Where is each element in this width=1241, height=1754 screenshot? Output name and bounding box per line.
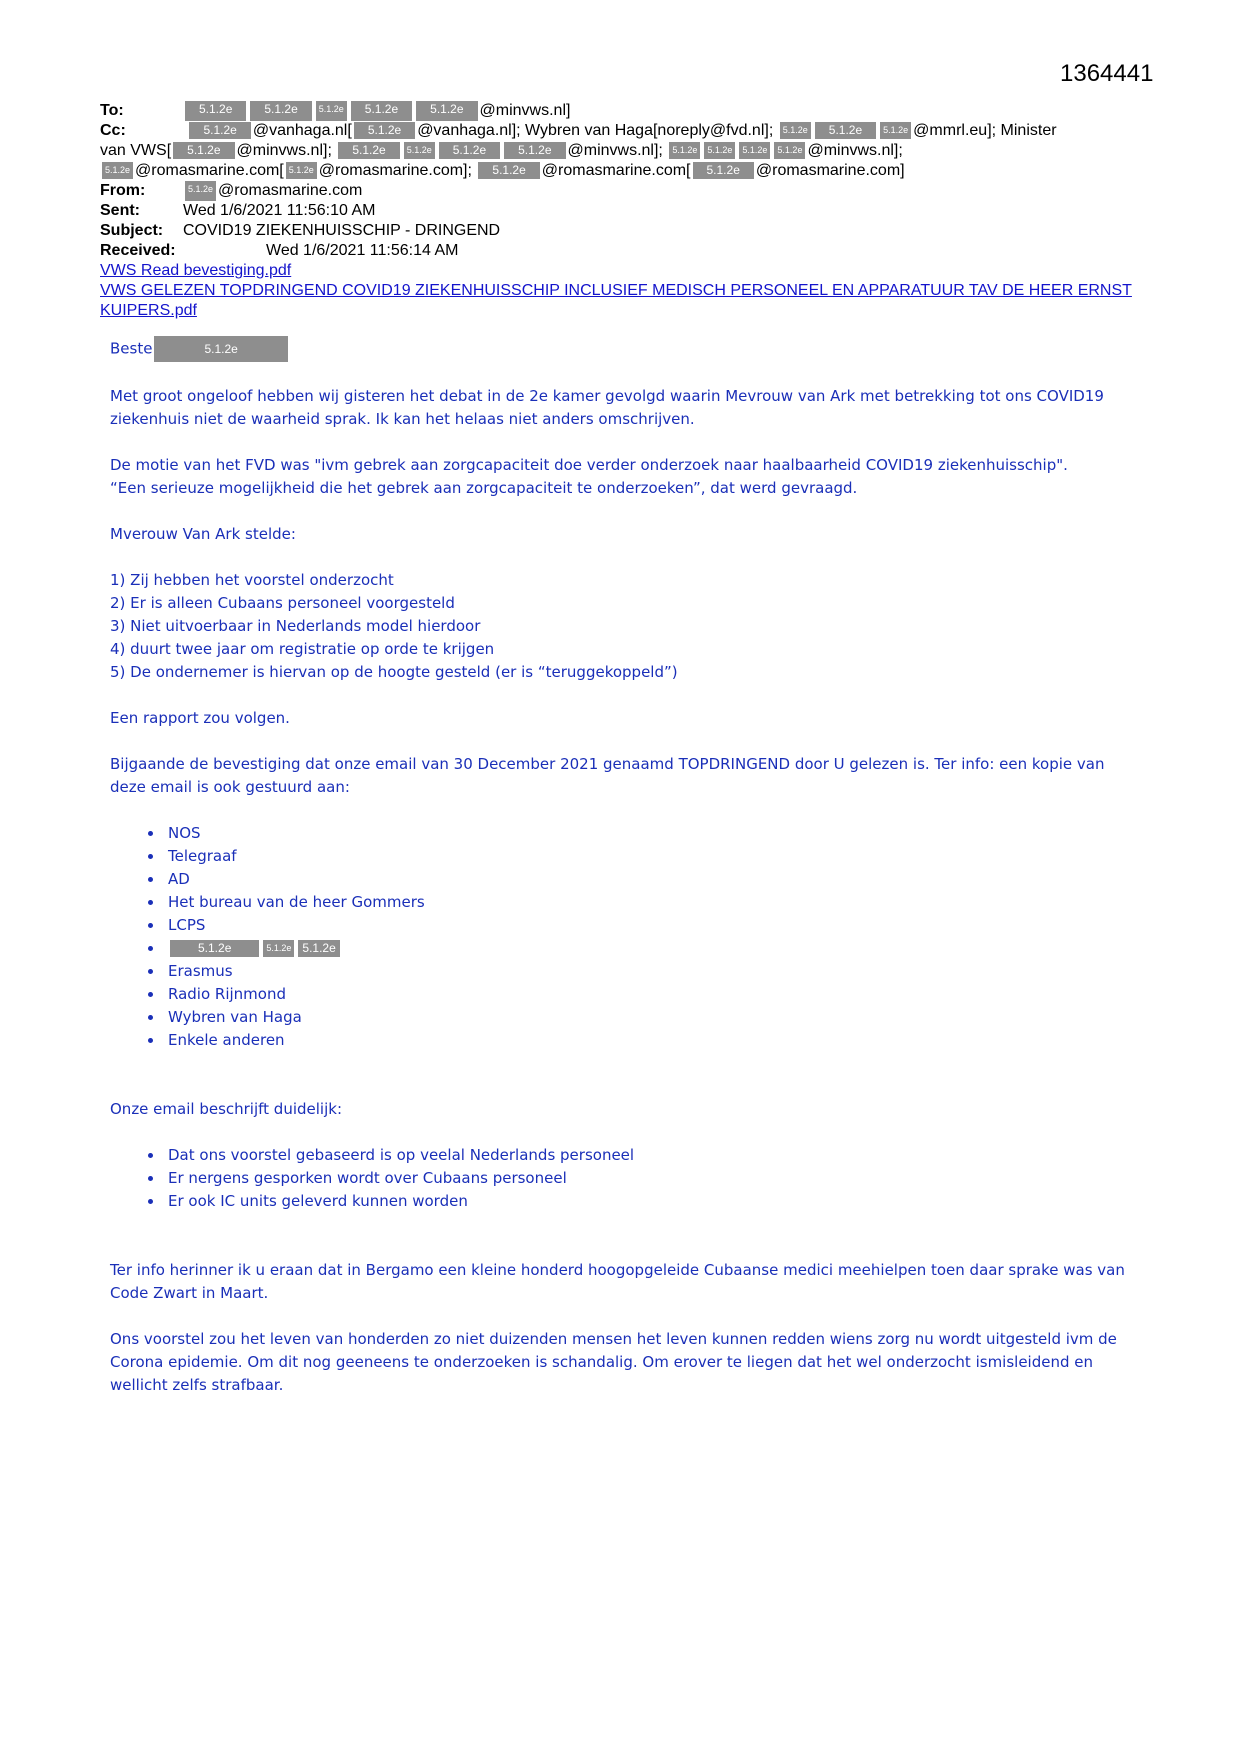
- redaction: 5.1.2e: [154, 336, 287, 362]
- list-item: 1) Zij hebben het voorstel onderzocht: [110, 571, 394, 589]
- cc-label: Cc:: [100, 122, 126, 139]
- to-label: To:: [100, 102, 124, 119]
- list-item: • Het bureau van de heer Gommers: [164, 891, 1130, 914]
- list-item: • Wybren van Haga: [164, 1006, 1130, 1029]
- cc-text: @romasmarine.com[: [135, 162, 284, 179]
- paragraph: Ons voorstel zou het leven van honderden zo niet duizenden mensen het leven kunnen redden wiens zorg nu wordt uitgesteld ivm de Corona epidemie. Om dit nog geeneens te onderzoeken is schandalig. Om erover te liegen dat het wel onderzocht ismisleidend en wellicht zelfs strafbaar.: [110, 1330, 1117, 1394]
- list-item: • Telegraaf: [164, 845, 1130, 868]
- paragraph: Een rapport zou volgen.: [110, 709, 290, 727]
- attachment-link[interactable]: VWS GELEZEN TOPDRINGEND COVID19 ZIEKENHUISSCHIP INCLUSIEF MEDISCH PERSONEEL EN APPARATUUR TAV DE HEER ERNST KUIPERS.pdf: [100, 282, 1132, 319]
- subject-row: [100, 221, 1140, 241]
- redaction: 5.1.2e: [173, 142, 234, 159]
- points-list: [110, 1144, 1130, 1213]
- sent-value: Wed 1/6/2021 11:56:10 AM: [183, 202, 376, 219]
- attachment-link[interactable]: VWS Read bevestiging.pdf: [100, 262, 292, 279]
- cc-text: @vanhaga.nl[: [252, 122, 352, 139]
- paragraph-line: De motie van het FVD was "ivm gebrek aan zorgcapaciteit doe verder onderzoek naar haalbaarheid COVID19 ziekenhuisschip".: [110, 456, 1068, 474]
- redaction: 5.1.2e: [404, 142, 435, 159]
- cc-text: @vanhaga.nl]; Wybren van Haga[noreply@fvd.nl];: [417, 122, 774, 139]
- list-item: 5) De ondernemer is hiervan op de hoogte gesteld (er is “teruggekoppeld”): [110, 663, 678, 681]
- redaction: 5.1.2e: [185, 181, 216, 201]
- paragraph: Met groot ongeloof hebben wij gisteren het debat in de 2e kamer gevolgd waarin Mevrouw van Ark met betrekking tot ons COVID19 ziekenhuis niet de waarheid sprak. Ik kan het helaas niet anders omschrijven.: [110, 387, 1104, 428]
- from-row: [100, 181, 1140, 201]
- recipients-list: [110, 822, 1130, 1052]
- sent-row: [100, 201, 1140, 221]
- list-item: • NOS: [164, 822, 1130, 845]
- email-header: [100, 101, 1140, 321]
- redaction: 5.1.2e: [774, 142, 805, 159]
- redaction: 5.1.2e: [739, 142, 770, 159]
- list-item: • Dat ons voorstel gebaseerd is op veelal Nederlands personeel: [164, 1144, 1130, 1167]
- from-label: From:: [100, 182, 146, 199]
- redaction: 5.1.2e: [185, 101, 246, 121]
- cc-text: van VWS[: [100, 142, 172, 159]
- cc-text: @minvws.nl];: [567, 142, 663, 159]
- redaction: 5.1.2e: [170, 940, 259, 957]
- to-row: [100, 101, 1140, 121]
- redaction: 5.1.2e: [250, 101, 311, 121]
- list-item: • Er ook IC units geleverd kunnen worden: [164, 1190, 1130, 1213]
- cc-text: @romasmarine.com[: [541, 162, 691, 179]
- redaction: 5.1.2e: [102, 162, 133, 179]
- cc-text: @minvws.nl];: [236, 142, 332, 159]
- redaction: 5.1.2e: [780, 122, 811, 139]
- received-value: Wed 1/6/2021 11:56:14 AM: [266, 242, 459, 259]
- redaction: 5.1.2e: [815, 122, 876, 139]
- email-body: [110, 336, 1130, 1420]
- greeting: [110, 336, 1130, 362]
- list-item: • Radio Rijnmond: [164, 983, 1130, 1006]
- redaction: 5.1.2e: [354, 122, 415, 139]
- redaction: 5.1.2e: [416, 101, 477, 121]
- cc-text: @romasmarine.com]: [755, 162, 905, 179]
- paragraph: Onze email beschrijft duidelijk:: [110, 1100, 342, 1118]
- redaction: 5.1.2e: [189, 122, 250, 139]
- list-item: 2) Er is alleen Cubaans personeel voorgesteld: [110, 594, 455, 612]
- list-item: 3) Niet uitvoerbaar in Nederlands model hierdoor: [110, 617, 481, 635]
- list-item: • Enkele anderen: [164, 1029, 1130, 1052]
- redaction: 5.1.2e: [338, 142, 399, 159]
- claims-list: [110, 569, 1130, 684]
- document-number: 1364441: [1060, 60, 1154, 87]
- paragraph-line: “Een serieuze mogelijkheid die het gebrek aan zorgcapaciteit te onderzoeken”, dat werd gevraagd.: [110, 479, 858, 497]
- to-value: @minvws.nl]: [479, 102, 571, 119]
- redaction: 5.1.2e: [880, 122, 911, 139]
- redaction: 5.1.2e: [298, 940, 339, 957]
- list-item: • Erasmus: [164, 960, 1130, 983]
- paragraph: [110, 454, 1130, 500]
- list-item: • AD: [164, 868, 1130, 891]
- list-item: 4) duurt twee jaar om registratie op orde te krijgen: [110, 640, 495, 658]
- from-value: @romasmarine.com: [218, 182, 363, 199]
- redaction: 5.1.2e: [478, 162, 539, 179]
- greeting-text: Beste: [110, 339, 153, 358]
- cc-row: [100, 121, 1140, 181]
- redaction: 5.1.2e: [504, 142, 565, 159]
- list-item: • Er nergens gesporken wordt over Cubaans personeel: [164, 1167, 1130, 1190]
- redaction: 5.1.2e: [439, 142, 500, 159]
- paragraph: Ter info herinner ik u eraan dat in Bergamo een kleine honderd hoogopgeleide Cubaanse medici meehielpen toen daar sprake was van Code Zwart in Maart.: [110, 1261, 1125, 1302]
- redaction: 5.1.2e: [316, 101, 347, 121]
- redaction: 5.1.2e: [704, 142, 735, 159]
- paragraph: Bijgaande de bevestiging dat onze email van 30 December 2021 genaamd TOPDRINGEND door U gelezen is. Ter info: een kopie van deze email is ook gestuurd aan:: [110, 755, 1105, 796]
- list-item: • LCPS: [164, 914, 1130, 937]
- cc-text: @minvws.nl];: [807, 142, 903, 159]
- sent-label: Sent:: [100, 202, 140, 219]
- cc-text: @romasmarine.com];: [318, 162, 472, 179]
- redaction: 5.1.2e: [263, 940, 294, 957]
- cc-text: @mmrl.eu]; Minister: [913, 122, 1057, 139]
- list-item: [164, 937, 1130, 960]
- received-row: [100, 241, 1140, 261]
- subject-label: Subject:: [100, 222, 164, 239]
- paragraph: Mverouw Van Ark stelde:: [110, 525, 296, 543]
- redaction: 5.1.2e: [693, 162, 754, 179]
- redaction: 5.1.2e: [351, 101, 412, 121]
- subject-value: COVID19 ZIEKENHUISSCHIP - DRINGEND: [183, 222, 501, 239]
- received-label: Received:: [100, 242, 176, 259]
- redaction: 5.1.2e: [286, 162, 317, 179]
- redaction: 5.1.2e: [669, 142, 700, 159]
